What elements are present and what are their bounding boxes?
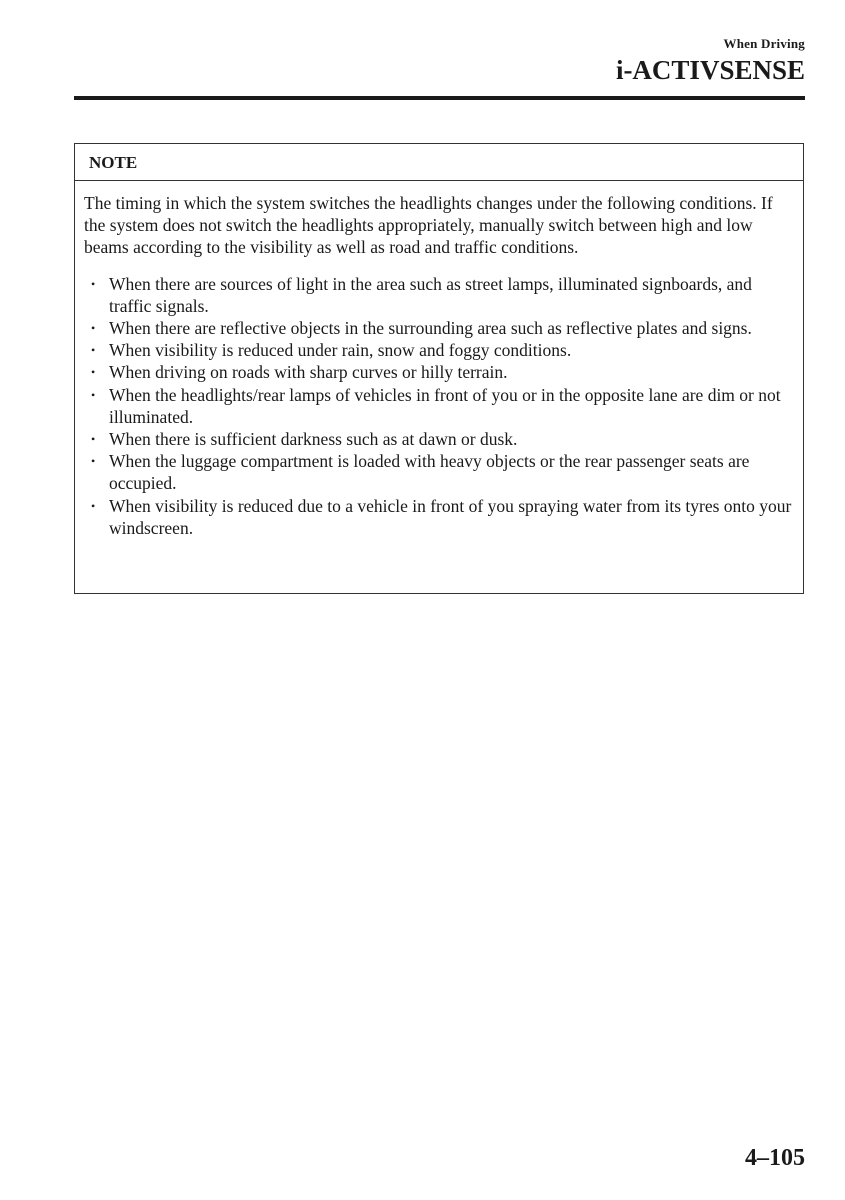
list-item [84,339,795,361]
list-item-text: When driving on roads with sharp curves or hilly terrain. [109,362,508,383]
bullet-icon: • [91,365,96,380]
bullet-icon: • [91,276,96,291]
list-item [84,384,795,428]
list-item [84,361,795,383]
list-item [84,428,795,450]
page-number: 4–105 [745,1145,805,1171]
list-item-text: When the headlights/rear lamps of vehicles in front of you or in the opposite lane are dim or not illuminated. [109,384,781,427]
bullet-icon: • [91,432,96,447]
list-item-text: When the luggage compartment is loaded with heavy objects or the rear passenger seats are occupied. [109,451,750,494]
list-item-text: When visibility is reduced under rain, snow and foggy conditions. [109,340,572,361]
list-item-text: When visibility is reduced due to a vehicle in front of you spraying water from its tyres onto your windscreen. [109,495,792,538]
section-label: When Driving [723,36,805,51]
list-item-text: When there are sources of light in the area such as street lamps, illuminated signboards, and traffic signals. [109,273,752,316]
list-item-text: When there are reflective objects in the surrounding area such as reflective plates and signs. [109,318,752,339]
bullet-icon: • [91,454,96,469]
page-header [74,36,805,86]
bullet-icon: • [91,387,96,402]
bullet-icon: • [91,321,96,336]
list-item [84,317,795,339]
note-box [74,143,804,594]
bullet-icon: • [91,498,96,513]
list-item [84,273,795,317]
note-intro: The timing in which the system switches the headlights changes under the following conditions. If the system does not switch the headlights appropriately, manually switch between high and low beams according to the visibility as well as road and traffic conditions. [84,193,773,258]
list-item [84,495,795,539]
bullet-icon: • [91,343,96,358]
note-body [75,181,803,539]
condition-list [84,273,795,539]
list-item [84,450,795,494]
list-item-text: When there is sufficient darkness such as at dawn or dusk. [109,429,518,450]
section-title: i-ACTIVSENSE [615,55,805,85]
header-divider [74,96,805,100]
note-heading: NOTE [75,144,803,181]
